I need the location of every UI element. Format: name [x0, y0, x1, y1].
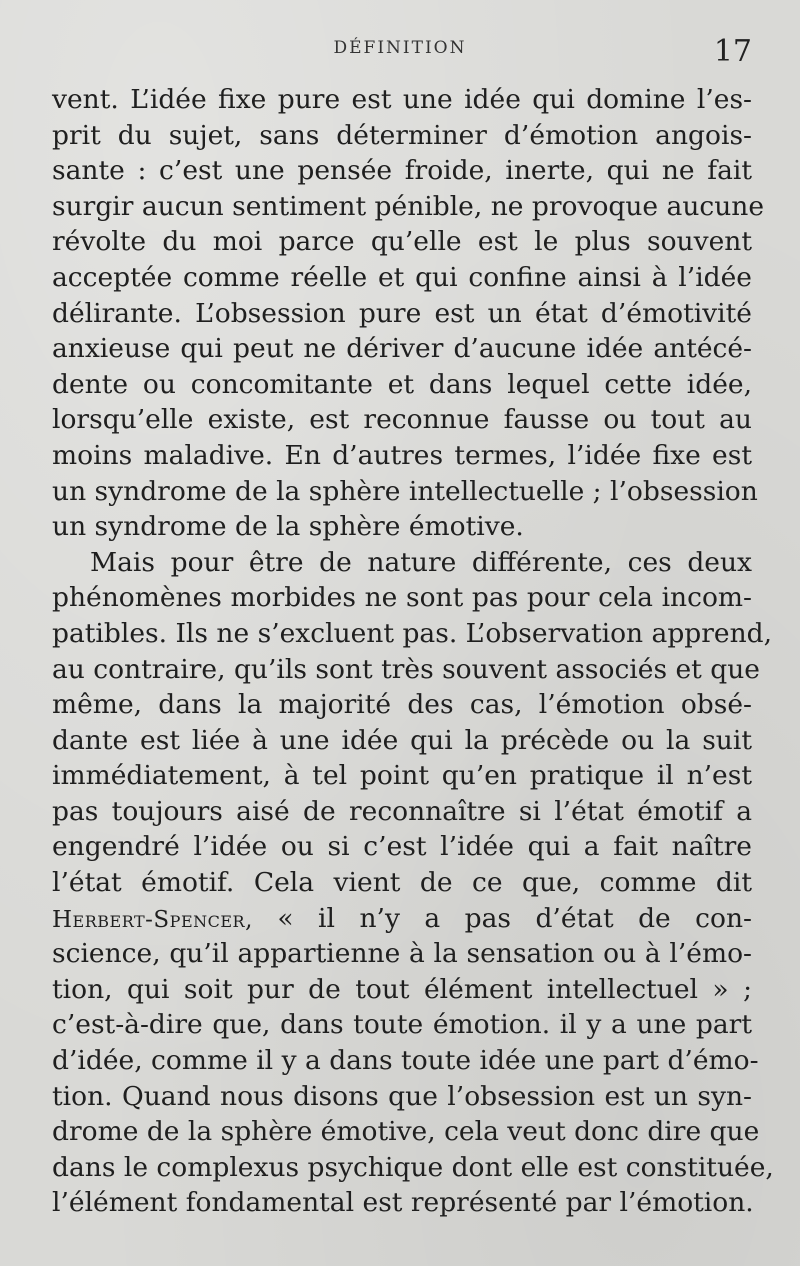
author-name: Herbert-Spencer,	[52, 906, 253, 933]
text-line: dante est liée à une idée qui la précède ou la suit	[52, 724, 752, 756]
text-line: révolte du moi parce qu’elle est le plus souvent	[52, 226, 752, 258]
paragraph-end-line: l’élément fondamental est représenté par l’émotion.	[52, 1187, 754, 1219]
text-line: c’est-à-dire que, dans toute émotion. il y a une part	[52, 1009, 752, 1041]
text-line: un syndrome de la sphère intellectuelle ; l’obsession	[52, 475, 758, 507]
running-head	[0, 34, 800, 69]
text-line: immédiatement, à tel point qu’en pratique il n’est	[52, 760, 752, 792]
text-line: prit du sujet, sans déterminer d’émotion angois-	[52, 119, 752, 151]
text-line: l’état émotif. Cela vient de ce que, comme dit	[52, 867, 752, 899]
text-line: anxieuse qui peut ne dériver d’aucune idée antécé-	[52, 333, 752, 365]
text-line: dans le complexus psychique dont elle est constituée,	[52, 1151, 774, 1183]
text-line: tion. Quand nous disons que l’obsession est un syn-	[52, 1080, 752, 1112]
text-line: dente ou concomitante et dans lequel cette idée,	[52, 368, 752, 400]
text-line: moins maladive. En d’autres termes, l’idée fixe est	[52, 439, 752, 471]
text-line: engendré l’idée ou si c’est l’idée qui a fait naître	[52, 831, 752, 863]
text-line: sante : c’est une pensée froide, inerte, qui ne fait	[52, 155, 752, 187]
paragraph-start-line: Mais pour être de nature différente, ces deux	[90, 546, 752, 578]
body-text	[52, 82, 774, 1221]
text-line: d’idée, comme il y a dans toute idée une part d’émo-	[52, 1045, 759, 1077]
text-line: phénomènes morbides ne sont pas pour cela incom-	[52, 582, 752, 614]
text-line: au contraire, qu’ils sont très souvent associés et que	[52, 653, 760, 685]
text-line: science, qu’il appartienne à la sensation ou à l’émo-	[52, 938, 752, 970]
text-line: surgir aucun sentiment pénible, ne provoque aucune	[52, 190, 765, 222]
text-line: acceptée comme réelle et qui confine ainsi à l’idée	[52, 261, 752, 293]
text-line: même, dans la majorité des cas, l’émotion obsé-	[52, 689, 752, 721]
text-line: drome de la sphère émotive, cela veut donc dire que	[52, 1116, 760, 1148]
text-line: pas toujours aisé de reconnaître si l’état émotif a	[52, 795, 752, 827]
paragraph-end-line: un syndrome de la sphère émotive.	[52, 511, 524, 543]
text-line-with-author	[52, 901, 752, 937]
text-line: patibles. Ils ne s’excluent pas. L’observation apprend,	[52, 617, 773, 649]
page-number: 17	[713, 34, 752, 69]
text-line: vent. L’idée fixe pure est une idée qui domine l’es-	[52, 84, 752, 115]
quote-start: « il n’y a pas d’état de con-	[277, 902, 752, 934]
text-line: tion, qui soit pur de tout élément intellectuel » ;	[52, 973, 752, 1005]
text-line: lorsqu’elle existe, est reconnue fausse ou tout au	[52, 404, 752, 436]
text-line: délirante. L’obsession pure est un état d’émotivité	[52, 297, 752, 329]
running-title: DÉFINITION	[333, 38, 467, 58]
